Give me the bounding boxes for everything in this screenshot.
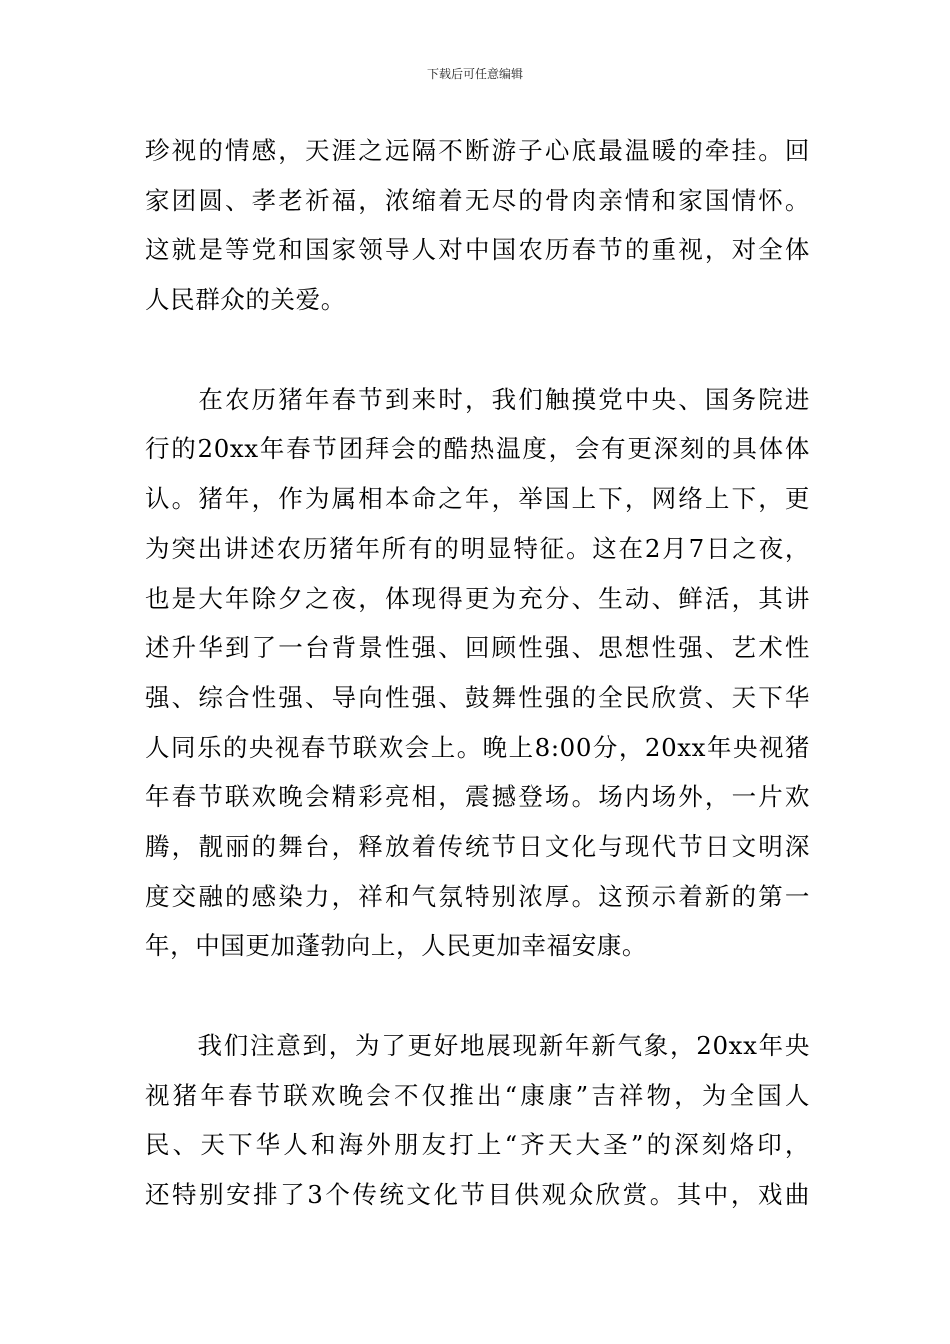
text-line: 人同乐的央视春节联欢会上。晚上8:00分，20xx年央视猪 bbox=[145, 732, 810, 762]
paragraph-2 bbox=[145, 375, 810, 971]
page-header: 下载后可任意编辑 bbox=[426, 67, 523, 81]
text-line: 家团圆、孝老祈福，浓缩着无尽的骨肉亲情和家国情怀。 bbox=[145, 185, 810, 215]
text-line: 视猪年春节联欢晚会不仅推出“康康”吉祥物，为全国人 bbox=[145, 1080, 810, 1110]
text-line: 珍视的情感，天涯之远隔不断游子心底最温暖的牵挂。回 bbox=[145, 136, 810, 165]
text-line: 认。猪年，作为属相本命之年，举国上下，网络上下，更 bbox=[145, 484, 810, 514]
text-line: 度交融的感染力，祥和气氛特别浓厚。这预示着新的第一 bbox=[145, 881, 810, 911]
text-line: 行的20xx年春节团拜会的酷热温度，会有更深刻的具体体 bbox=[145, 434, 810, 464]
document-body bbox=[145, 126, 810, 1220]
text-line: 年，中国更加蓬勃向上，人民更加幸福安康。 bbox=[145, 931, 647, 961]
text-line: 也是大年除夕之夜，体现得更为充分、生动、鲜活，其讲 bbox=[145, 583, 810, 613]
text-line: 我们注意到，为了更好地展现新年新气象，20xx年央 bbox=[145, 1031, 810, 1060]
text-line: 这就是等党和国家领导人对中国农历春节的重视，对全体 bbox=[145, 235, 810, 265]
text-line: 为突出讲述农历猪年所有的明显特征。这在2月7日之夜， bbox=[145, 533, 810, 563]
text-line: 述升华到了一台背景性强、回顾性强、思想性强、艺术性 bbox=[145, 633, 810, 663]
text-line: 还特别安排了3个传统文化节目供观众欣赏。其中，戏曲 bbox=[145, 1180, 810, 1210]
text-line: 强、综合性强、导向性强、鼓舞性强的全民欣赏、天下华 bbox=[145, 682, 810, 712]
paragraph-3 bbox=[145, 1021, 810, 1220]
text-line: 人民群众的关爱。 bbox=[145, 285, 346, 315]
text-line: 年春节联欢晚会精彩亮相，震撼登场。场内场外，一片欢 bbox=[145, 782, 810, 812]
text-line: 民、天下华人和海外朋友打上“齐天大圣”的深刻烙印， bbox=[145, 1130, 810, 1160]
paragraph-1 bbox=[145, 126, 810, 325]
text-line: 在农历猪年春节到来时，我们触摸党中央、国务院进 bbox=[145, 384, 810, 414]
paragraph-spacer bbox=[145, 325, 810, 375]
text-line: 腾，靓丽的舞台，释放着传统节日文化与现代节日文明深 bbox=[145, 831, 810, 861]
paragraph-spacer bbox=[145, 971, 810, 1021]
